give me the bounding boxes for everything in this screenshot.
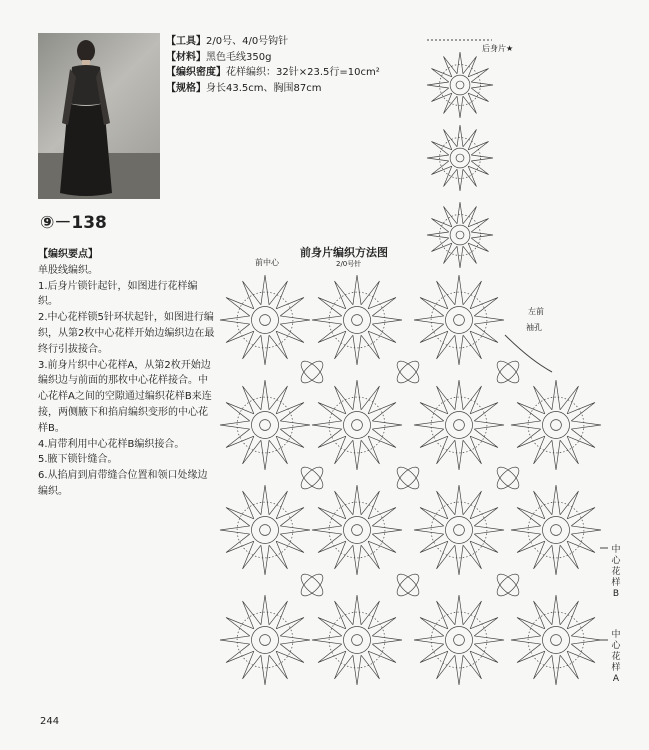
notes-item: 3.前身片织中心花样A，从第2枚开始边编织边与前面的那枚中心花样接合。中心花样A之间的空隙通过编织花样B来连接，两侧腋下和掐肩编织变形的中心花样B。 — [38, 359, 212, 434]
notes-item: 单股线编织。 — [38, 264, 98, 276]
notes-item: 6.从掐肩到肩带缝合位置和领口处缘边编织。 — [38, 470, 208, 497]
motif-b — [298, 464, 327, 493]
motif-b-label: 中心花样B — [611, 545, 621, 599]
back-piece-label: 后身片★ — [482, 44, 514, 53]
motif-a-label: 中心花样A — [611, 630, 621, 684]
notes-item: 5.腋下锁针缝合。 — [38, 454, 118, 466]
armhole-label-line1: 左前 — [528, 307, 544, 316]
notes-title: 【编织要点】 — [38, 249, 98, 260]
spec-material: 【材料】黑色毛线350g — [166, 51, 272, 63]
spec-tools: 【工具】2/0号、4/0号钩针 — [166, 36, 289, 47]
motif-b — [394, 464, 423, 493]
motif-b — [298, 358, 327, 387]
armhole-edge — [505, 335, 552, 372]
motif-a — [220, 595, 310, 685]
motif-a — [312, 485, 402, 575]
motif-a — [427, 52, 493, 118]
motif-b — [494, 464, 523, 493]
motif-b — [394, 358, 423, 387]
motif-a — [414, 485, 504, 575]
motif-a — [414, 595, 504, 685]
notes-item: 4.肩带利用中心花样B编织接合。 — [38, 438, 185, 450]
motif-a — [511, 485, 601, 575]
motif-a — [220, 485, 310, 575]
diagram-title: 前身片编织方法图 — [300, 246, 388, 259]
notes-item: 1.后身片锁针起针，如图进行花样编织。 — [38, 280, 198, 308]
page-number: 244 — [40, 716, 60, 727]
motif-a — [312, 380, 402, 470]
motif-b — [494, 358, 523, 387]
front-center-label: 前中心 — [255, 258, 279, 267]
motif-a — [312, 275, 402, 365]
motif-b — [494, 571, 523, 600]
motif-a — [427, 202, 493, 268]
notes-item: 2.中心花样锁5针环状起针，如图进行编织，从第2枚中心花样开始边编织边在最终行引拔接合。 — [38, 312, 215, 355]
motif-a — [511, 380, 601, 470]
spec-size: 【规格】身长43.5cm、胸围87cm — [166, 82, 322, 94]
armhole-label-line2: 袖孔 — [526, 323, 542, 332]
motif-a — [220, 275, 310, 365]
spec-gauge: 【编织密度】花样编织：32针×23.5行=10cm² — [166, 67, 380, 78]
motif-b — [298, 571, 327, 600]
motif-a — [312, 595, 402, 685]
pattern-code: ⑨－138 — [40, 213, 107, 233]
motif-a — [511, 595, 601, 685]
hook-size-label: 2/0号针 — [336, 260, 362, 268]
motif-a — [414, 275, 504, 365]
motif-a — [427, 125, 493, 191]
motif-b — [394, 571, 423, 600]
motif-a — [220, 380, 310, 470]
motif-a — [414, 380, 504, 470]
